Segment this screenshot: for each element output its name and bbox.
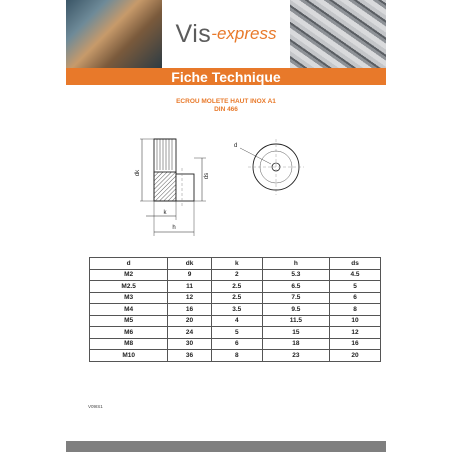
table-cell: M2 (90, 269, 168, 281)
nut-top-view (234, 139, 304, 195)
technical-drawing (126, 128, 346, 244)
table-cell: 5 (211, 327, 262, 339)
table-cell: 9 (168, 269, 212, 281)
table-cell: 3.5 (211, 304, 262, 316)
table-cell: M3 (90, 292, 168, 304)
label-k: k (163, 210, 167, 216)
table-cell: 6 (330, 292, 381, 304)
table-cell: 20 (330, 350, 381, 362)
document-reference: V09IS1 (88, 404, 103, 409)
table-cell: 23 (262, 350, 329, 362)
title-bar (66, 68, 386, 85)
dimensions-table (89, 257, 381, 362)
label-dk: dk (135, 169, 141, 177)
column-header: ds (330, 258, 381, 270)
table-cell: M4 (90, 304, 168, 316)
table-cell: 7.5 (262, 292, 329, 304)
table-cell: 5.3 (262, 269, 329, 281)
table-cell: 4.5 (330, 269, 381, 281)
logo-text-suffix: -express (211, 24, 277, 43)
table-cell: 9.5 (262, 304, 329, 316)
dimension-h (154, 201, 194, 236)
table-cell: 8 (330, 304, 381, 316)
table-row (90, 350, 381, 362)
table-cell: M10 (90, 350, 168, 362)
table-cell: 2.5 (211, 281, 262, 293)
table-cell: 36 (168, 350, 212, 362)
header-banner (66, 0, 386, 68)
table-cell: 11.5 (262, 315, 329, 327)
product-name: ECROU MOLETE HAUT INOX A1 (176, 98, 276, 105)
table-cell: M2.5 (90, 281, 168, 293)
table-cell: 6.5 (262, 281, 329, 293)
table-cell: 6 (211, 338, 262, 350)
table-cell: 24 (168, 327, 212, 339)
column-header: dk (168, 258, 212, 270)
table-row (90, 281, 381, 293)
table-cell: 12 (330, 327, 381, 339)
table-row (90, 338, 381, 350)
table-cell: 2 (211, 269, 262, 281)
table-cell: M8 (90, 338, 168, 350)
table-cell: 18 (262, 338, 329, 350)
table-cell: 15 (262, 327, 329, 339)
product-title (66, 98, 386, 114)
brand-logo[interactable] (162, 0, 290, 68)
label-ds: ds (204, 172, 210, 180)
nut-side-view (154, 139, 194, 208)
dimension-dk (135, 139, 154, 201)
product-standard: DIN 466 (214, 106, 238, 113)
table-cell: 10 (330, 315, 381, 327)
label-h: h (172, 225, 176, 231)
table-cell: 12 (168, 292, 212, 304)
column-header: h (262, 258, 329, 270)
table-cell: 30 (168, 338, 212, 350)
screws-photo (290, 0, 386, 68)
table-cell: M5 (90, 315, 168, 327)
label-d: d (234, 143, 238, 149)
technical-sheet (66, 0, 386, 452)
logo-text-main: Vis (175, 19, 212, 48)
table-row (90, 315, 381, 327)
table-cell: 20 (168, 315, 212, 327)
dimension-k (146, 201, 176, 220)
table-header-row (90, 258, 381, 270)
table-cell: M6 (90, 327, 168, 339)
footer-bar (66, 441, 386, 452)
table-row (90, 269, 381, 281)
dimension-ds (194, 158, 210, 201)
page-title: Fiche Technique (171, 68, 281, 85)
table-cell: 5 (330, 281, 381, 293)
tools-photo (66, 0, 162, 68)
column-header: k (211, 258, 262, 270)
table-cell: 2.5 (211, 292, 262, 304)
table-row (90, 327, 381, 339)
table-cell: 16 (168, 304, 212, 316)
table-cell: 4 (211, 315, 262, 327)
table-row (90, 292, 381, 304)
table-cell: 11 (168, 281, 212, 293)
table-row (90, 304, 381, 316)
table-cell: 8 (211, 350, 262, 362)
column-header: d (90, 258, 168, 270)
table-cell: 16 (330, 338, 381, 350)
